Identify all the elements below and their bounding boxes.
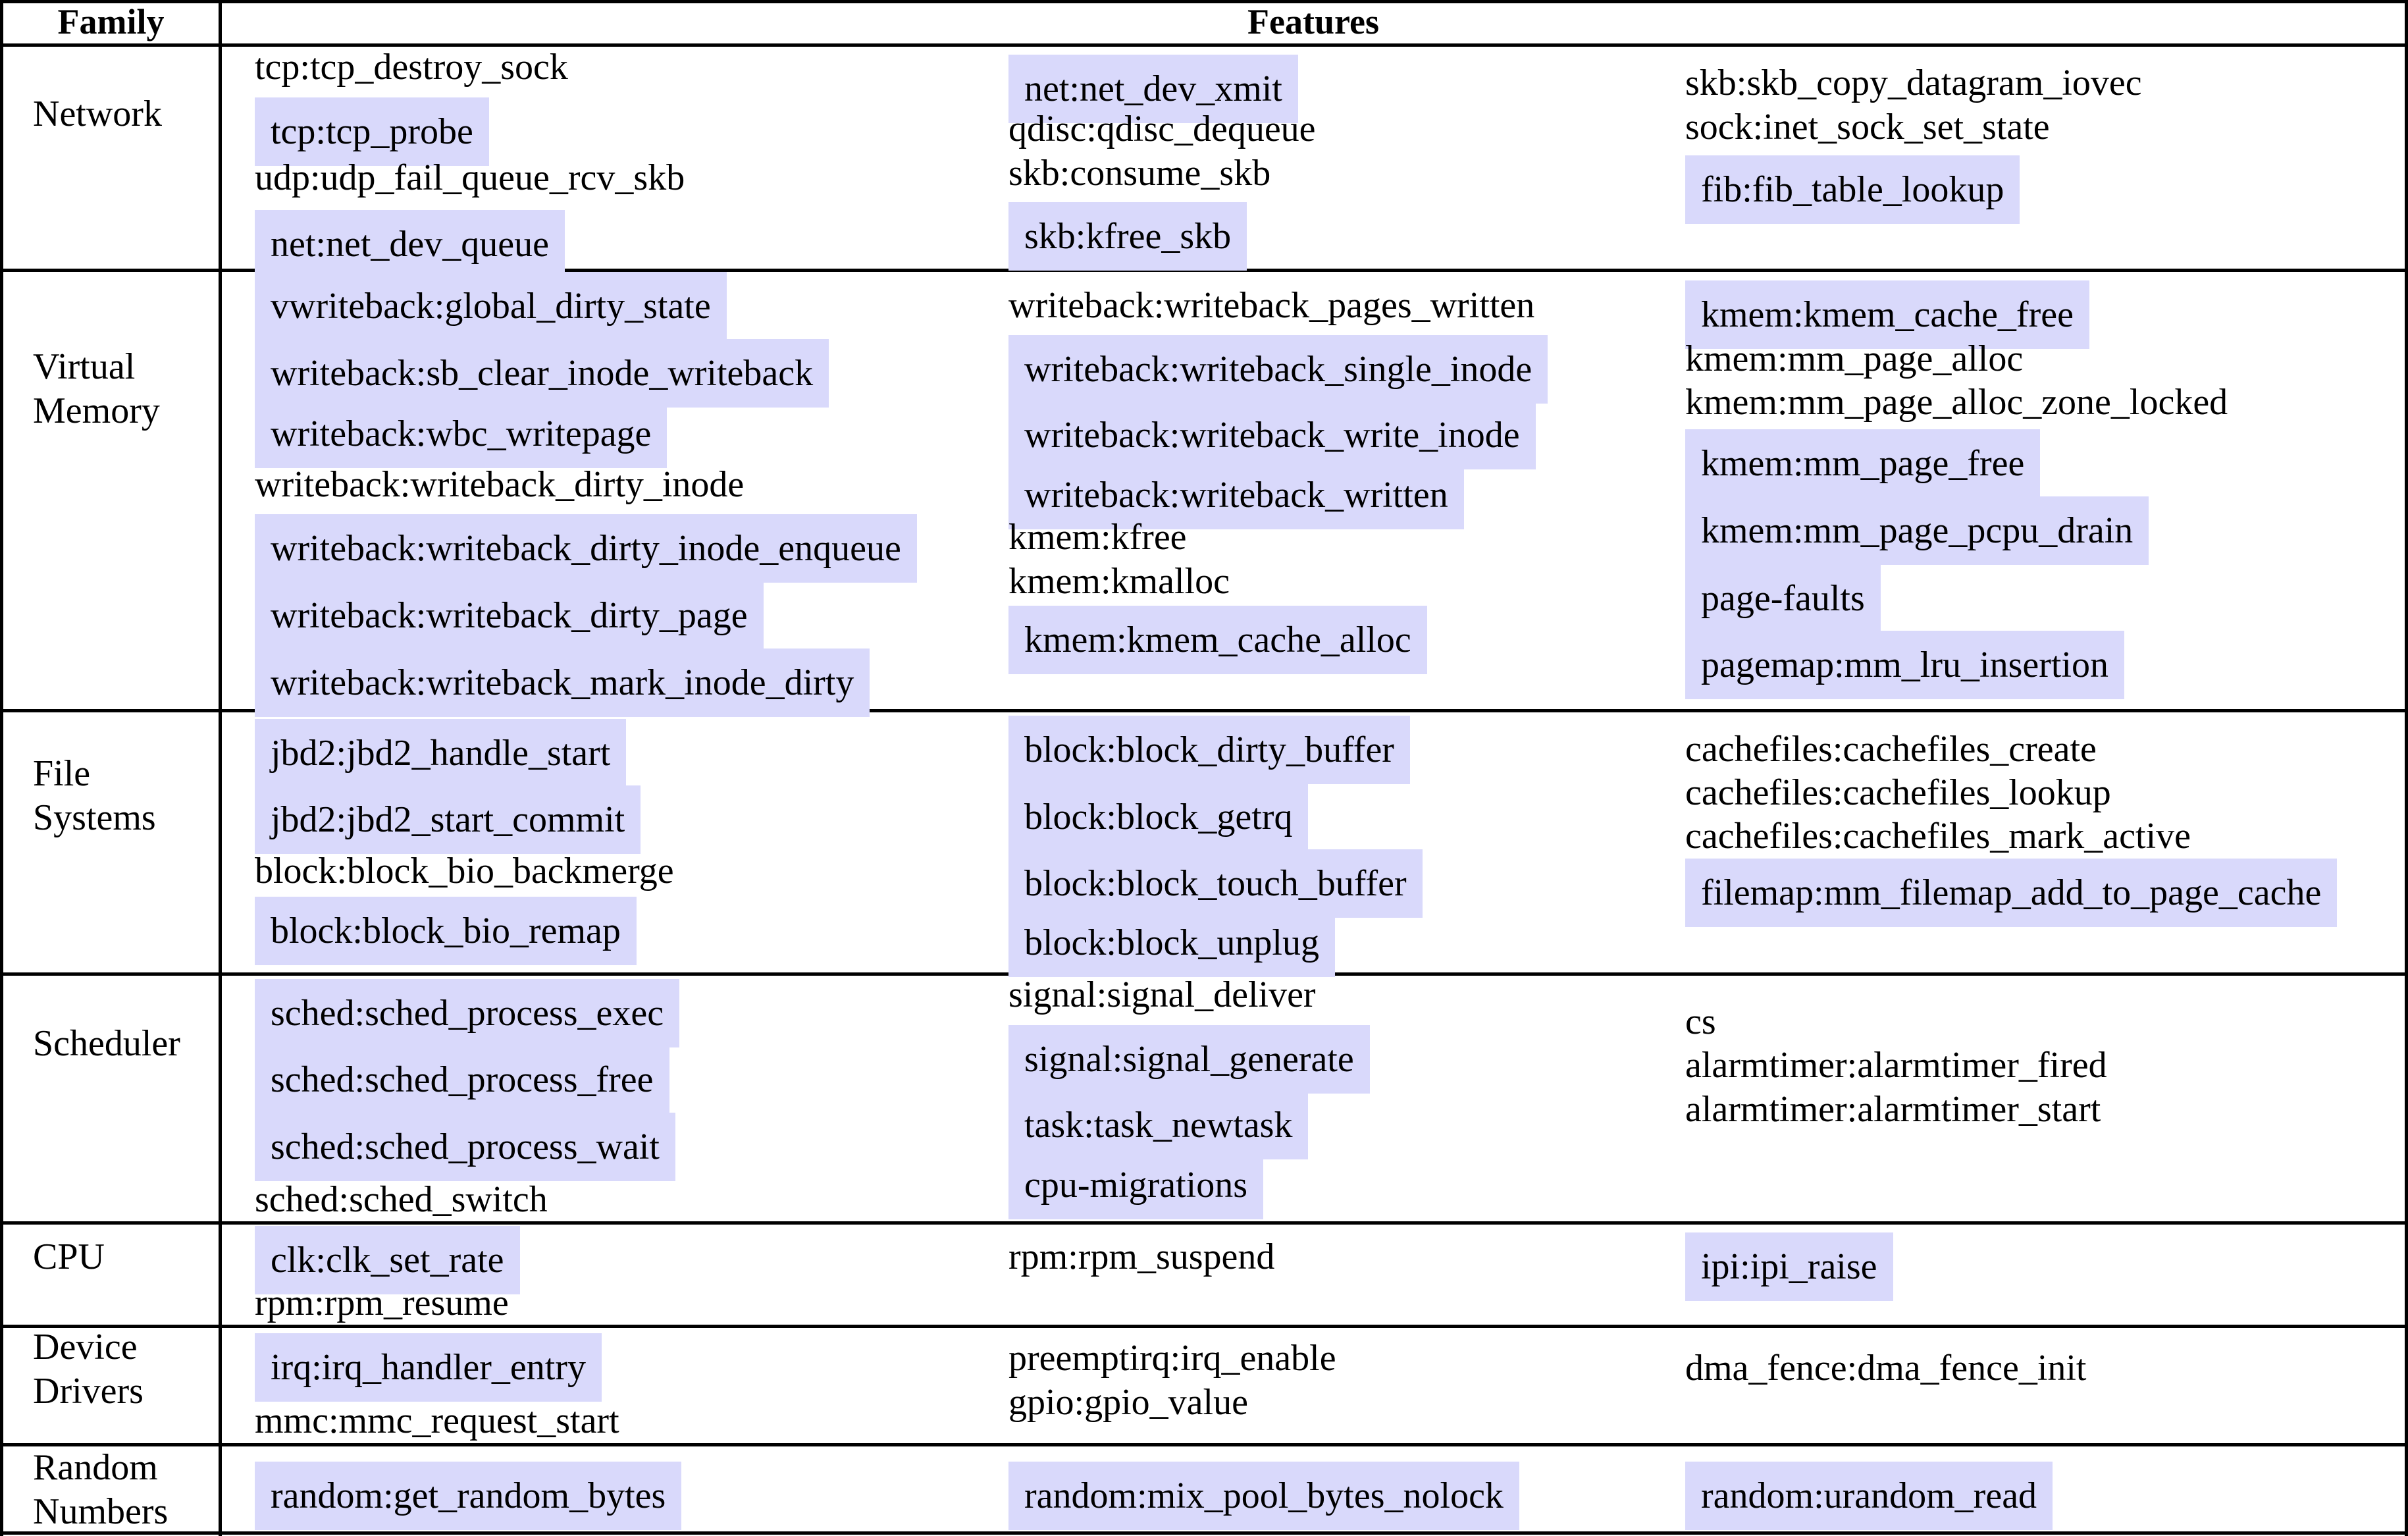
feature-highlighted: task:task_newtask <box>1008 1091 1308 1159</box>
feature: kmem:kfree <box>1008 517 1187 558</box>
feature: sock:inet_sock_set_state <box>1685 107 2050 147</box>
feature-highlighted: jbd2:jbd2_start_commit <box>255 785 641 854</box>
feature: sched:sched_switch <box>255 1179 548 1220</box>
feature: block:block_bio_backmerge <box>255 851 674 891</box>
feature-highlighted: writeback:writeback_dirty_inode_enqueue <box>255 514 917 583</box>
feature-highlighted: kmem:kmem_cache_free <box>1685 280 2089 349</box>
feature: skb:skb_copy_datagram_iovec <box>1685 63 2142 103</box>
feature-highlighted: ipi:ipi_raise <box>1685 1232 1893 1301</box>
feature: rpm:rpm_resume <box>255 1283 509 1323</box>
feature-highlighted: writeback:writeback_write_inode <box>1008 401 1536 469</box>
feature-highlighted: random:mix_pool_bytes_nolock <box>1008 1462 1519 1530</box>
feature-highlighted: page-faults <box>1685 564 1881 633</box>
feature-highlighted: filemap:mm_filemap_add_to_page_cache <box>1685 859 2337 927</box>
feature-highlighted: skb:kfree_skb <box>1008 202 1247 271</box>
feature-highlighted: clk:clk_set_rate <box>255 1226 520 1294</box>
feature: alarmtimer:alarmtimer_start <box>1685 1089 2101 1130</box>
family-label: Scheduler <box>33 1023 180 1064</box>
feature: gpio:gpio_value <box>1008 1382 1248 1423</box>
feature: rpm:rpm_suspend <box>1008 1236 1275 1277</box>
family-label: Network <box>33 93 162 134</box>
feature-highlighted: random:urandom_read <box>1685 1462 2053 1530</box>
feature: preemptirq:irq_enable <box>1008 1338 1336 1379</box>
family-label: Random Numbers <box>33 1447 169 1532</box>
family-label: Device Drivers <box>33 1327 144 1412</box>
feature-highlighted: block:block_touch_buffer <box>1008 849 1423 918</box>
feature: qdisc:qdisc_dequeue <box>1008 109 1316 149</box>
feature-highlighted: sched:sched_process_free <box>255 1046 669 1114</box>
feature-highlighted: sched:sched_process_exec <box>255 979 679 1047</box>
feature: writeback:writeback_dirty_inode <box>255 464 745 505</box>
feature-highlighted: kmem:mm_page_pcpu_drain <box>1685 496 2149 565</box>
row-rule <box>0 1443 2408 1446</box>
feature: writeback:writeback_pages_written <box>1008 285 1535 326</box>
feature: alarmtimer:alarmtimer_fired <box>1685 1045 2107 1086</box>
feature-highlighted: cpu-migrations <box>1008 1151 1263 1219</box>
feature: cachefiles:cachefiles_mark_active <box>1685 816 2191 857</box>
bottom-rule <box>0 1531 2408 1535</box>
feature-highlighted: vwriteback:global_dirty_state <box>255 272 727 340</box>
header-features: Features <box>1247 2 1379 41</box>
feature-highlighted: writeback:wbc_writepage <box>255 400 667 468</box>
feature: kmem:kmalloc <box>1008 561 1230 602</box>
feature: kmem:mm_page_alloc <box>1685 338 2024 379</box>
feature: udp:udp_fail_queue_rcv_skb <box>255 157 685 198</box>
feature-highlighted: writeback:writeback_written <box>1008 461 1464 529</box>
feature: signal:signal_deliver <box>1008 974 1316 1015</box>
feature-highlighted: irq:irq_handler_entry <box>255 1333 602 1402</box>
feature-highlighted: block:block_bio_remap <box>255 897 637 965</box>
family-label: Virtual Memory <box>33 346 160 431</box>
family-label: CPU <box>33 1236 105 1277</box>
feature-highlighted: kmem:mm_page_free <box>1685 429 2040 498</box>
feature-highlighted: random:get_random_bytes <box>255 1462 681 1530</box>
feature: skb:consume_skb <box>1008 153 1271 194</box>
feature-highlighted: sched:sched_process_wait <box>255 1113 675 1181</box>
feature-highlighted: kmem:kmem_cache_alloc <box>1008 606 1427 674</box>
header-family: Family <box>57 2 165 41</box>
family-divider <box>219 0 222 1536</box>
feature-highlighted: writeback:writeback_dirty_page <box>255 581 764 650</box>
feature: cachefiles:cachefiles_lookup <box>1685 772 2111 813</box>
feature-highlighted: fib:fib_table_lookup <box>1685 155 2020 224</box>
feature-highlighted: writeback:sb_clear_inode_writeback <box>255 339 829 408</box>
feature-highlighted: block:block_getrq <box>1008 783 1308 851</box>
feature: cs <box>1685 1001 1716 1042</box>
feature-highlighted: tcp:tcp_probe <box>255 97 489 166</box>
left-rule <box>0 0 3 1536</box>
feature-highlighted: writeback:writeback_single_inode <box>1008 335 1548 404</box>
right-rule <box>2405 0 2408 1536</box>
feature-highlighted: net:net_dev_xmit <box>1008 55 1298 123</box>
family-label: File Systems <box>33 753 156 838</box>
feature: dma_fence:dma_fence_init <box>1685 1348 2087 1389</box>
feature-highlighted: block:block_dirty_buffer <box>1008 716 1410 784</box>
feature: mmc:mmc_request_start <box>255 1400 619 1441</box>
feature-highlighted: writeback:writeback_mark_inode_dirty <box>255 649 870 717</box>
feature-highlighted: pagemap:mm_lru_insertion <box>1685 631 2124 699</box>
feature-highlighted: net:net_dev_queue <box>255 210 565 278</box>
feature: kmem:mm_page_alloc_zone_locked <box>1685 382 2228 423</box>
feature: tcp:tcp_destroy_sock <box>255 47 568 88</box>
feature-highlighted: jbd2:jbd2_handle_start <box>255 719 626 787</box>
feature-highlighted: signal:signal_generate <box>1008 1025 1370 1094</box>
feature: cachefiles:cachefiles_create <box>1685 729 2097 770</box>
feature-highlighted: block:block_unplug <box>1008 909 1335 977</box>
